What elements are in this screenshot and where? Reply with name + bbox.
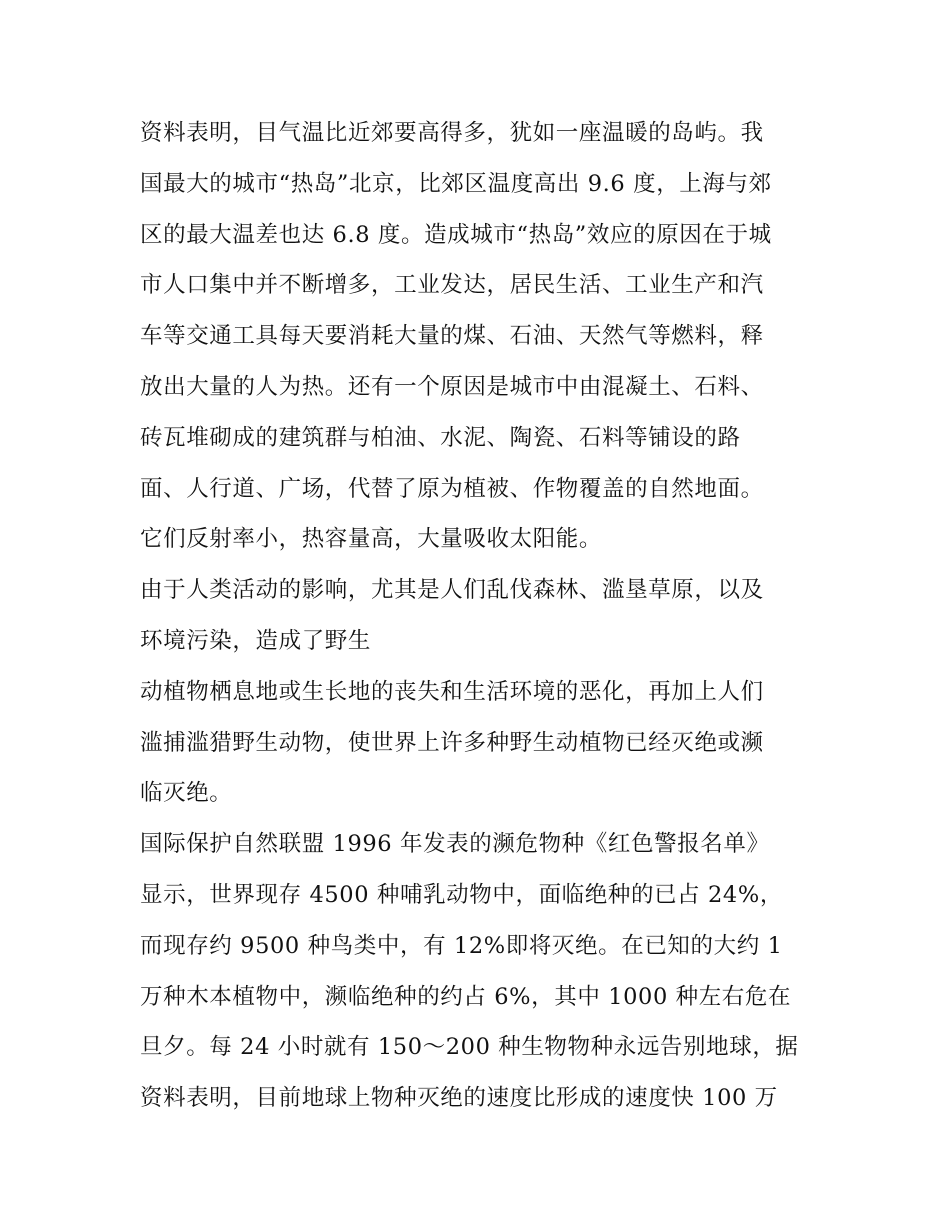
text-line: 资料表明，目气温比近郊要高得多，犹如一座温暖的岛屿。我 xyxy=(140,120,764,146)
text-line: 而现存约 9500 种鸟类中，有 12%即将灭绝。在已知的大约 1 xyxy=(140,932,783,959)
document-body xyxy=(140,108,830,1124)
text-line: 国最大的城市“热岛”北京，比郊区温度高出 9.6 度，上海与郊 xyxy=(140,170,772,197)
text-line: 滥捕滥猎野生动物，使世界上许多种野生动植物已经灭绝或濒 xyxy=(140,729,764,756)
text-line: 砖瓦堆砌成的建筑群与柏油、水泥、陶瓷、石料等铺设的路 xyxy=(140,424,741,451)
text-line: 资料表明，目前地球上物种灭绝的速度比形成的速度快 100 万 xyxy=(140,1085,778,1112)
text-line: 市人口集中并不断增多，工业发达，居民生活、工业生产和汽 xyxy=(140,272,764,299)
text-line: 面、人行道、广场，代替了原为植被、作物覆盖的自然地面。 xyxy=(140,475,764,502)
text-line: 显示，世界现存 4500 种哺乳动物中，面临绝种的已占 24%， xyxy=(140,881,783,908)
text-line: 动植物栖息地或生长地的丧失和生活环境的恶化，再加上人们 xyxy=(140,678,764,705)
text-line: 由于人类活动的影响，尤其是人们乱伐森林、滥垦草原，以及 xyxy=(140,577,764,604)
text-line: 临灭绝。 xyxy=(140,780,233,807)
text-line: 车等交通工具每天要消耗大量的煤、石油、天然气等燃料，释 xyxy=(140,323,764,350)
text-line: 万种木本植物中，濒临绝种的约占 6%，其中 1000 种左右危在 xyxy=(140,983,792,1010)
text-line: 它们反射率小，热容量高，大量吸收太阳能。 xyxy=(140,526,603,553)
text-line: 环境污染，造成了野生 xyxy=(140,627,372,654)
text-line: 放出大量的人为热。还有一个原因是城市中由混凝土、石料、 xyxy=(140,373,764,400)
text-line: 区的最大温差也达 6.8 度。造成城市“热岛”效应的原因在于城 xyxy=(140,221,772,248)
text-line: 旦夕。每 24 小时就有 150～200 种生物物种永远告别地球，据 xyxy=(140,1034,799,1061)
text-line: 国际保护自然联盟 1996 年发表的濒危物种《红色警报名单》 xyxy=(140,831,770,858)
